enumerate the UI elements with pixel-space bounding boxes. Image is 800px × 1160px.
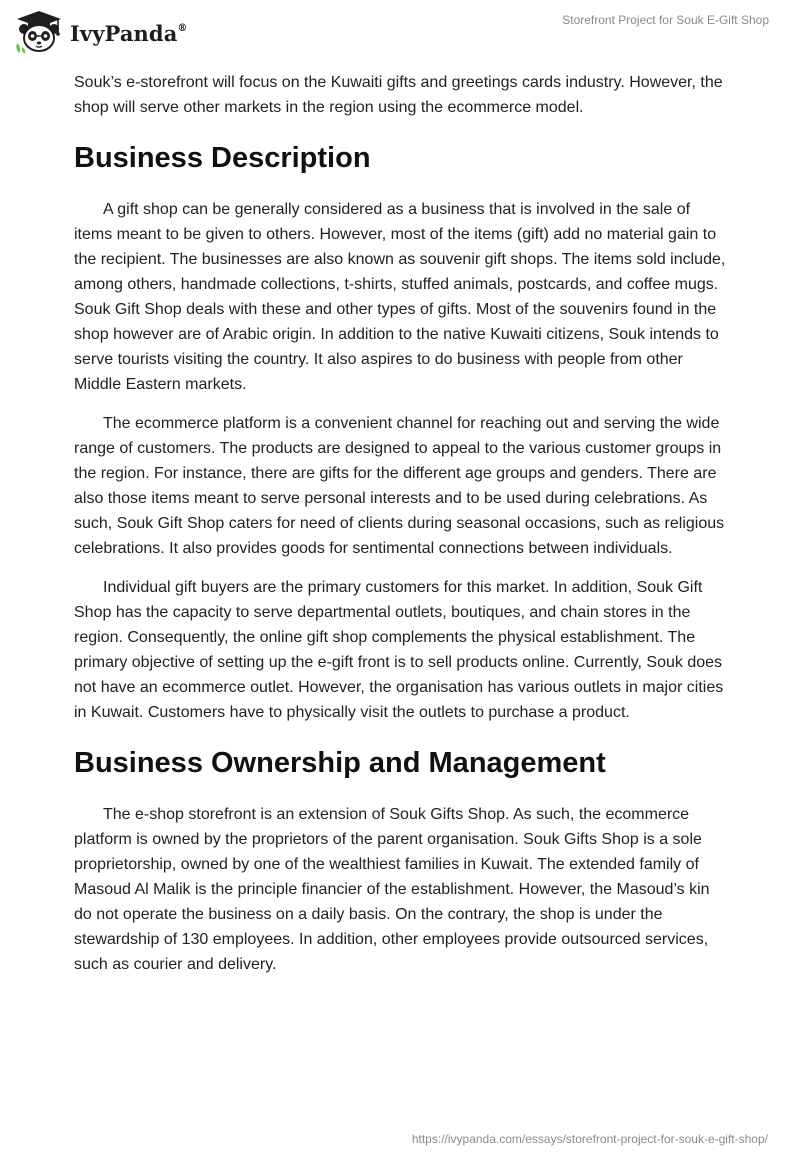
paragraph: A gift shop can be generally considered as a business that is involved in the sale of items meant to be given to others. However, most of the items (gift) add no material gain to the recipient. The businesses are also known as souvenir gift shops. The items sold include, among others, handmade collections, t-shirts, stuffed animals, postcards, and coffee mugs. Souk Gift Shop deals with these and other types of gifts. Most of the souvenirs found in the shop however are of Arabic origin. In addition to the native Kuwaiti citizens, Souk intends to serve tourists visiting the country. It also aspires to do business with people from other Middle Eastern markets. xyxy=(74,201,726,393)
brand-logo[interactable] xyxy=(14,9,188,55)
document-title: Storefront Project for Souk E-Gift Shop xyxy=(562,13,769,27)
source-url[interactable]: https://ivypanda.com/essays/storefront-project-for-souk-e-gift-shop/ xyxy=(411,1132,768,1146)
paragraph: Individual gift buyers are the primary customers for this market. In addition, Souk Gift Shop has the capacity to serve departmental outlets, boutiques, and chain stores in the region. Consequently, the online gift shop complements the physical establishment. The primary objective of setting up the e-gift front is to sell products online. Currently, Souk does not have an ecommerce outlet. However, the organisation has various outlets in major cities in Kuwait. Customers have to physically visit the outlets to purchase a product. xyxy=(74,579,724,721)
page-header xyxy=(0,0,800,60)
section-heading-business-ownership: Business Ownership and Management xyxy=(74,747,606,779)
essay-content xyxy=(74,70,730,991)
panda-logo-icon xyxy=(14,9,64,55)
paragraph: The ecommerce platform is a convenient channel for reaching out and serving the wide range of customers. The products are designed to appeal to the various customer groups in the region. For instance, there are gifts for the different age groups and genders. There are also those items meant to serve personal interests and to be used during celebrations. As such, Souk Gift Shop caters for need of clients during seasonal occasions, such as religious celebrations. It also provides goods for sentimental connections between individuals. xyxy=(74,415,725,557)
brand-name: IvyPanda® xyxy=(70,20,188,46)
intro-paragraph: Souk’s e-storefront will focus on the Kuwaiti gifts and greetings cards industry. However, the shop will serve other markets in the region using the ecommerce model. xyxy=(74,74,723,116)
paragraph: The e-shop storefront is an extension of Souk Gifts Shop. As such, the ecommerce platform is owned by the proprietors of the parent organisation. Souk Gifts Shop is a sole proprietorship, owned by one of the wealthiest families in Kuwait. The extended family of Masoud Al Malik is the principle financier of the establishment. However, the Masoud’s kin do not operate the business on a daily basis. On the contrary, the shop is under the stewardship of 130 employees. In addition, other employees provide outsourced services, such as courier and delivery. xyxy=(74,806,710,973)
section-heading-business-description: Business Description xyxy=(74,142,371,174)
